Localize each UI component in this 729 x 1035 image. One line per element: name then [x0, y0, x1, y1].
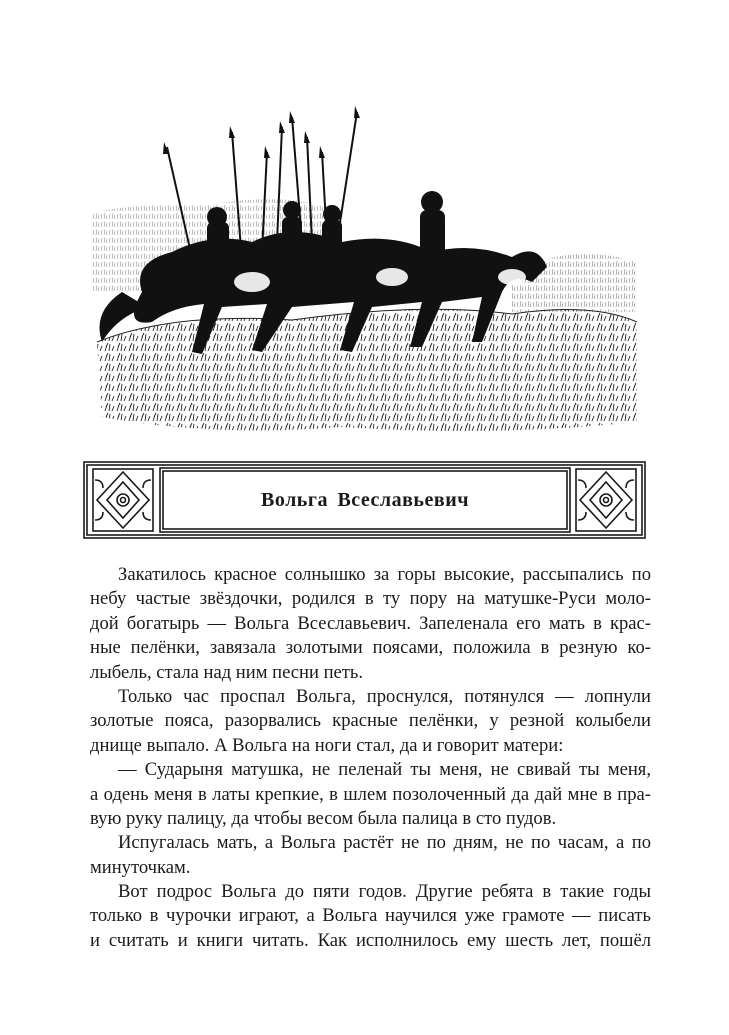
chapter-title: Вольга Всеславьевич — [261, 488, 469, 511]
text-line: Закатилось красное солнышко за горы высокие, рассыпались по — [118, 564, 651, 585]
text-line: минуточкам. — [90, 856, 191, 878]
text-line: дой богатырь — Вольга Всеславьевич. Запеленала его мать в крас- — [90, 612, 651, 634]
text-line: небу частые звёздочки, родился в ту пору на матушке-Руси моло- — [90, 588, 651, 610]
text-line: и считать и книги читать. Как исполнилось ему шесть лет, пошёл — [90, 929, 651, 951]
text-line: золотые пояса, разорвались красные пелёнки, у резной колыбели — [90, 710, 651, 732]
text-line: Вот подрос Вольга до пяти годов. Другие ребята в такие годы — [118, 881, 651, 903]
right-ornament-icon — [576, 469, 636, 531]
text-line: лыбель, стала над ним песни петь. — [90, 661, 364, 683]
text-line: — Сударыня матушка, не пеленай ты меня, не свивай ты меня, — [118, 759, 651, 781]
text-line: Только час проспал Вольга, проснулся, потянулся — лопнули — [118, 685, 651, 707]
text-line: только в чурочки играют, а Вольга научился уже грамоте — писать — [90, 905, 651, 927]
body-text — [90, 563, 651, 953]
text-line: днище выпало. А Вольга на ноги стал, да и говорит матери: — [90, 734, 564, 756]
text-line: Испугалась мать, а Вольга растёт не по дням, не по часам, а по — [118, 832, 651, 854]
left-ornament-icon — [93, 469, 153, 531]
text-line: вую руку палицу, да чтобы весом была палица в сто пудов. — [90, 807, 557, 829]
text-line: ные пелёнки, завязала золотыми поясами, положила в резную ко- — [90, 637, 651, 659]
riders-illustration — [92, 92, 642, 440]
text-line: а одень меня в латы крепкие, в шлем позолоченный да дай мне в пра- — [90, 783, 651, 805]
